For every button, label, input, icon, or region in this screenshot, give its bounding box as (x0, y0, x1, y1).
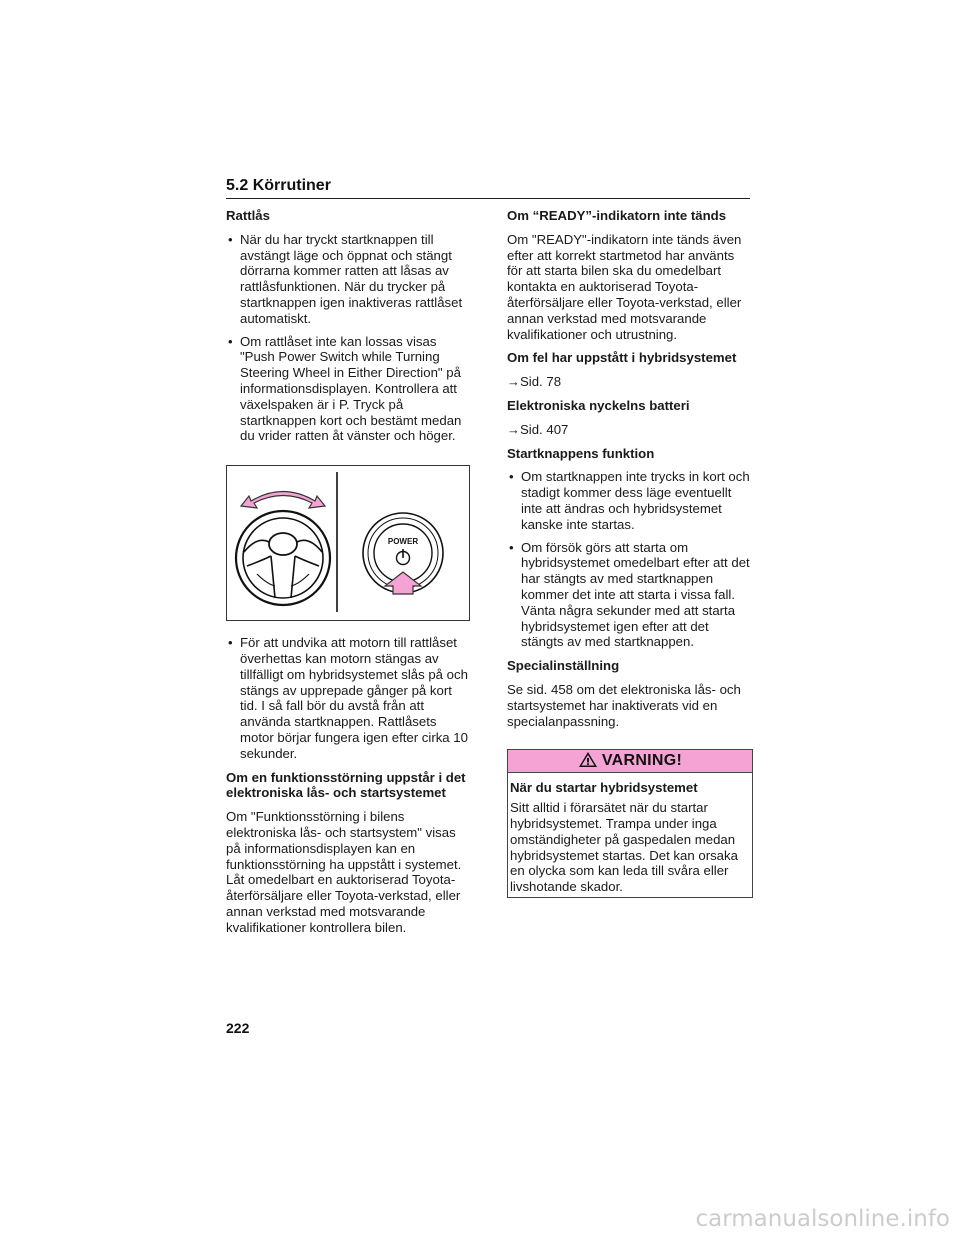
warning-body (508, 773, 752, 897)
special-heading: Specialinställning (507, 658, 620, 674)
steering-wheel-icon (236, 511, 330, 605)
steering-power-figure (226, 465, 470, 621)
rattlas-heading: Rattlås (226, 208, 270, 223)
key-battery-ref-link[interactable]: Sid. 407 (520, 421, 569, 437)
ready-heading: Om “READY”-indikatorn inte tänds (507, 208, 727, 223)
special-text: Se sid. 458 om det elektroniska lås- och startsystemet har inaktiverats vid en specialanpassning. (507, 681, 741, 729)
key-battery-heading: Elektroniska nyckelns batteri (507, 397, 690, 413)
warning-subheading: När du startar hybridsystemet (510, 780, 698, 796)
hybrid-fault-ref[interactable] (507, 374, 753, 390)
warning-text: Sitt alltid i förarsätet när du startar hybridsystemet. Trampa under inga omständigheter på gaspedalen medan hybridsystemet startas. Det kan orsaka en olycka som kan leda till svåra eller livshotande skador. (510, 800, 738, 895)
arrow-right-icon: → (507, 374, 520, 390)
section-header: 5.2 Körrutiner (226, 177, 750, 199)
malfunction-heading: Om en funktionsstörning uppstår i det elektroniska lås- och startsystemet (226, 769, 466, 801)
rattlas-bullet-list (226, 232, 472, 444)
start-function-bullet-list (507, 469, 753, 650)
rotate-arrow-icon (241, 492, 325, 509)
key-battery-ref[interactable] (507, 422, 753, 438)
ready-text: Om "READY"-indikatorn inte tänds även efter att korrekt startmetod har använts för att starta bilen ska du omedelbart kontakta en auktoriserad Toyota-återförsäljare eller Toyota-verkstad, eller annan verkstad med motsvarande kvalifikationer och utrustning. (507, 231, 742, 342)
right-column (507, 208, 753, 898)
malfunction-text: Om "Funktionsstörning i bilens elektroniska lås- och startsystem" visas på informationsdisplayen kan en funktionsstörning ha uppstått i systemet. Låt omedelbart en auktoriserad Toyota-återförsäljare eller Toyota-verkstad, eller annan verkstad med motsvarande kvalifikationer kontrollera bilen. (226, 809, 462, 935)
rattlas-bullet-1: • När du har tryckt startknappen till avstängt läge och öppnat och stängt dörrarna kommer ratten att låsas av rattlåsfunktionen. När du trycker på startknappen igen inaktiveras rattlåset automatiskt. (226, 232, 472, 327)
power-label: POWER (387, 537, 419, 547)
page-number: 222 (226, 1020, 250, 1036)
hybrid-fault-ref-link[interactable]: Sid. 78 (520, 374, 562, 390)
overheat-bullet-list (226, 635, 472, 761)
warning-title-bar (508, 750, 752, 773)
arrow-right-icon: → (507, 421, 520, 437)
warning-triangle-icon (578, 751, 598, 772)
start-function-heading: Startknappens funktion (507, 445, 655, 461)
left-column (226, 208, 472, 943)
start-function-bullet-1: • Om startknappen inte trycks in kort och stadigt kommer dess läge eventuellt inte att ändras och hybridsystemet kanske inte startas. (507, 469, 753, 532)
rattlas-bullet-2: • Om rattlåset inte kan lossas visas "Push Power Switch while Turning Steering Wheel in Either Direction" på informationsdisplayen. Kontrollera att växelspaken är i P. Tryck på startknappen kort och bestämt medan du vrider ratten åt vänster och höger. (226, 334, 472, 445)
hybrid-fault-heading: Om fel har uppstått i hybridsystemet (507, 350, 737, 366)
overheat-bullet: • För att undvika att motorn till rattlåset överhettas kan motorn stängas av tillfälligt om hybridsystemet slås på och stängs av upprepade gånger på kort tid. I så fall bör du avstå från att använda startknappen. Rattlåsets motor börjar fungera igen efter cirka 10 sekunder. (226, 635, 472, 761)
warning-title: VARNING! (601, 752, 683, 770)
watermark: carmanualsonline.info (695, 1206, 950, 1232)
warning-box (507, 749, 753, 898)
start-function-bullet-2: • Om försök görs att starta om hybridsystemet omedelbart efter att det har stängts av med startknappen kommer det inte att starta i vissa fall. Vänta några sekunder med att starta hybridsystemet igen efter att det stängts av med startknappen. (507, 540, 753, 651)
